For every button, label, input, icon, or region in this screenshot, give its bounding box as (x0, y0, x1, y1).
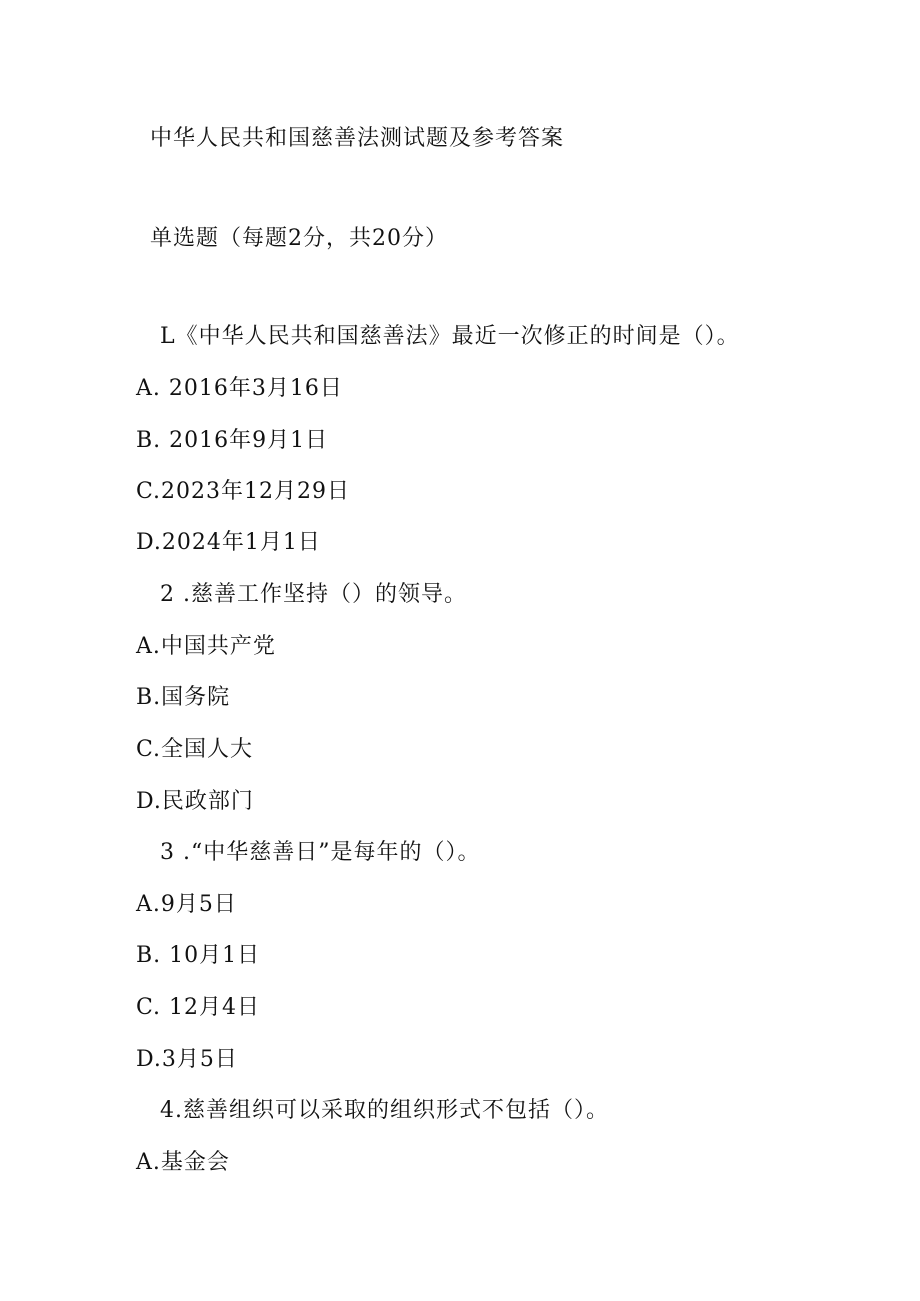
question-2-option-d: D.民政部门 (136, 789, 254, 814)
question-2: 2 .慈善工作坚持（）的领导。 (160, 582, 467, 607)
question-2-option-a: A.中国共产党 (136, 634, 276, 659)
question-1: L《中华人民共和国慈善法》最近一次修正的时间是（）。 (160, 324, 740, 349)
section-heading: 单选题（每题2分，共20分） (150, 226, 448, 251)
question-1-option-b: B. 2016年9月1日 (136, 428, 329, 453)
document-title: 中华人民共和国慈善法测试题及参考答案 (150, 126, 565, 151)
question-1-option-a: A. 2016年3月16日 (136, 376, 343, 401)
question-1-option-d: D.2024年1月1日 (136, 530, 321, 555)
question-2-option-c: C.全国人大 (136, 737, 254, 762)
question-3-option-b: B. 10月1日 (136, 943, 261, 968)
question-2-option-b: B.国务院 (136, 685, 231, 710)
question-4-option-a: A.基金会 (136, 1150, 230, 1175)
question-3: 3 .“中华慈善日”是每年的（）。 (160, 840, 481, 865)
question-1-option-c: C.2023年12月29日 (136, 479, 351, 504)
question-4: 4.慈善组织可以采取的组织形式不包括（）。 (160, 1098, 609, 1123)
question-3-option-d: D.3月5日 (136, 1047, 238, 1072)
question-3-option-c: C. 12月4日 (136, 995, 261, 1020)
question-3-option-a: A.9月5日 (136, 892, 237, 917)
